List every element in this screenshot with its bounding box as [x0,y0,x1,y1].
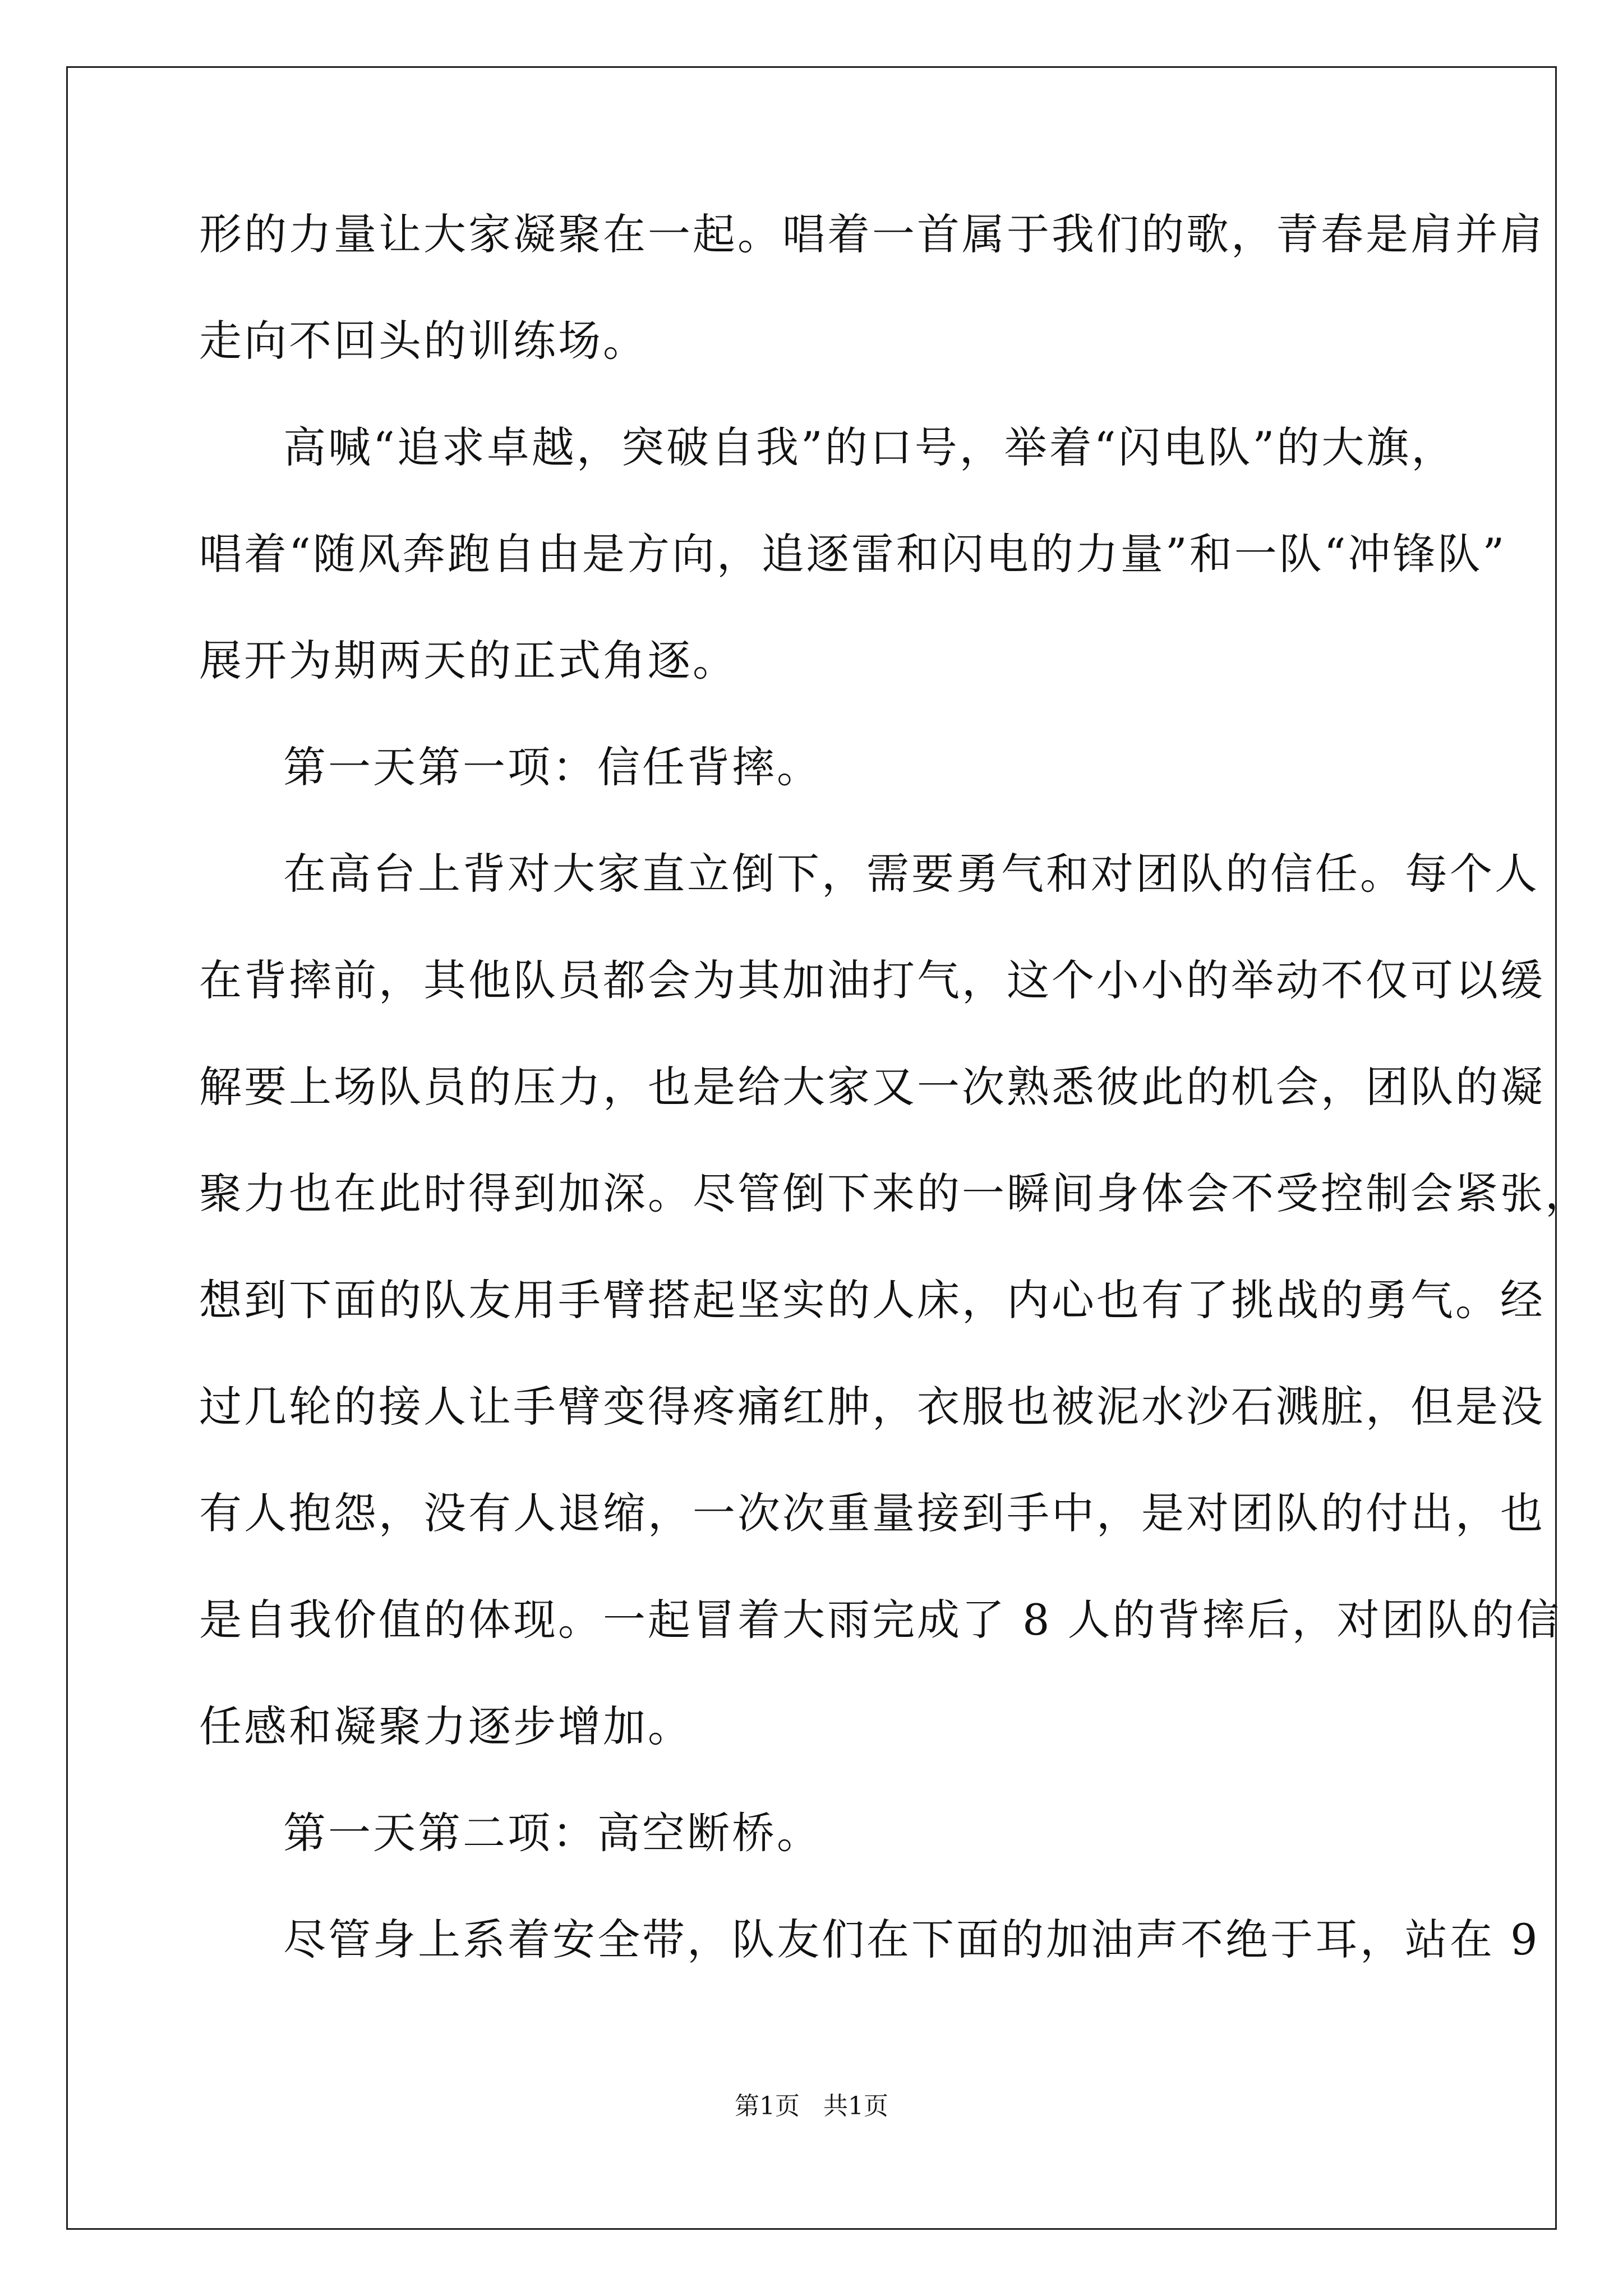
text-line-10: 聚力也在此时得到加深。尽管倒下来的一瞬间身体会不受控制会紧张， [199,1168,1590,1218]
page-border [66,66,1557,2230]
text-line-14: 是自我价值的体现。一起冒着大雨完成了 8 人的背摔后，对团队的信 [199,1595,1561,1645]
text-line-13: 有人抱怨，没有人退缩，一次次重量接到手中，是对团队的付出，也 [199,1488,1545,1538]
text-line-16: 第一天第二项：高空断桥。 [283,1808,822,1858]
text-line-15: 任感和凝聚力逐步增加。 [199,1701,693,1751]
text-line-17: 尽管身上系着安全带，队友们在下面的加油声不绝于耳，站在 9 [283,1915,1540,1964]
text-line-3: 高喊“追求卓越，突破自我”的口号，举着“闪电队”的大旗， [283,422,1456,472]
text-line-4: 唱着“随风奔跑自由是方向，追逐雷和闪电的力量”和一队“冲锋队” [199,529,1507,579]
text-line-2: 走向不回头的训练场。 [199,316,648,366]
text-line-5: 展开为期两天的正式角逐。 [199,636,737,685]
text-line-7: 在高台上背对大家直立倒下，需要勇气和对团队的信任。每个人 [283,849,1539,899]
text-line-9: 解要上场队员的压力，也是给大家又一次熟悉彼此的机会，团队的凝 [199,1062,1545,1112]
text-line-6: 第一天第一项：信任背摔。 [283,742,822,792]
text-line-1: 形的力量让大家凝聚在一起。唱着一首属于我们的歌，青春是肩并肩 [199,209,1545,259]
page-number-footer: 第1页 共1页 [735,2092,888,2120]
text-line-11: 想到下面的队友用手臂搭起坚实的人床，内心也有了挑战的勇气。经 [199,1275,1545,1325]
text-line-8: 在背摔前，其他队员都会为其加油打气，这个小小的举动不仅可以缓 [199,955,1545,1005]
text-line-12: 过几轮的接人让手臂变得疼痛红肿，衣服也被泥水沙石溅脏，但是没 [199,1382,1545,1432]
